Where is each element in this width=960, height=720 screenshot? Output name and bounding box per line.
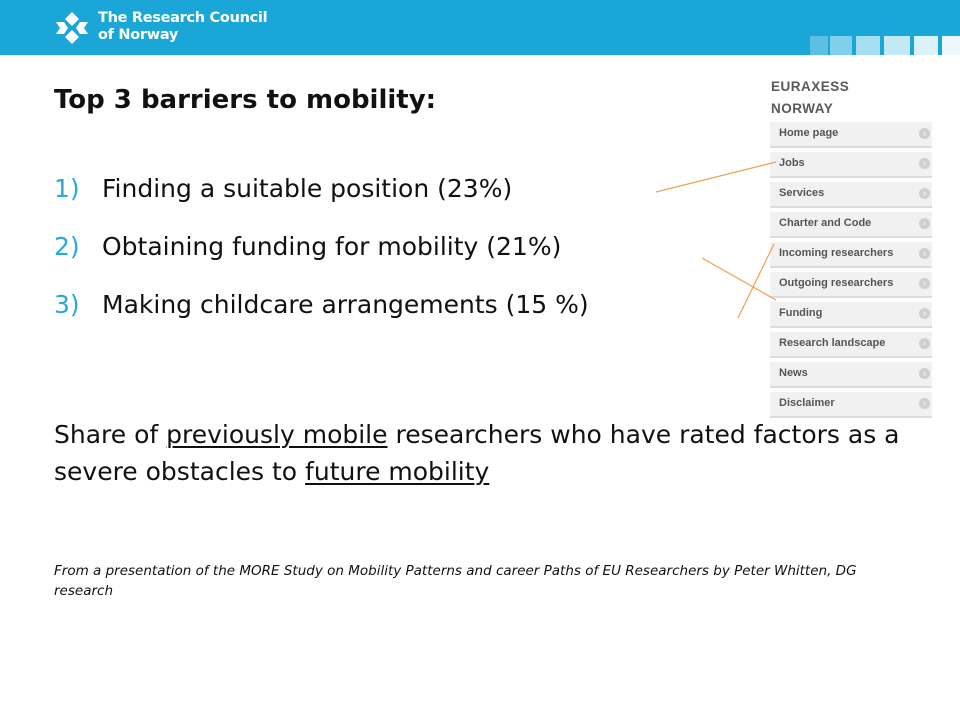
menu-item-funding[interactable] xyxy=(770,302,932,328)
share-underline-2: future mobility xyxy=(305,457,490,486)
header-bar xyxy=(0,0,960,55)
menu-item-services[interactable] xyxy=(770,182,932,208)
chevron-right-icon: › xyxy=(919,398,930,409)
menu-item-label: Charter and Code xyxy=(779,217,872,229)
menu-item-disclaimer[interactable] xyxy=(770,392,932,418)
chevron-right-icon: › xyxy=(919,338,930,349)
research-council-logo-icon xyxy=(52,10,92,46)
euraxess-title xyxy=(771,76,932,120)
barrier-text: Finding a suitable position (23%) xyxy=(102,174,513,203)
source-citation: From a presentation of the MORE Study on Mobility Patterns and career Paths of EU Researchers by Peter Whitten, DG research xyxy=(54,563,857,599)
barrier-number: 3) xyxy=(54,290,80,319)
share-text-2: researchers who have rated factors as a severe obstacles to xyxy=(54,420,900,486)
barrier-text: Making childcare arrangements (15 %) xyxy=(102,290,589,319)
logo-text xyxy=(98,10,267,44)
euraxess-menu xyxy=(770,122,932,418)
menu-item-label: Services xyxy=(779,187,825,199)
menu-item-outgoing-researchers[interactable] xyxy=(770,272,932,298)
chevron-right-icon: › xyxy=(919,188,930,199)
euraxess-title-line-2: NORWAY xyxy=(771,101,834,116)
barrier-text: Obtaining funding for mobility (21%) xyxy=(102,232,562,261)
menu-item-label: Disclaimer xyxy=(779,397,835,409)
chevron-right-icon: › xyxy=(919,278,930,289)
chevron-right-icon: › xyxy=(919,218,930,229)
logo-line-1: The Research Council xyxy=(98,10,268,26)
menu-item-incoming-researchers[interactable] xyxy=(770,242,932,268)
chevron-right-icon: › xyxy=(919,128,930,139)
menu-item-charter-and-code[interactable] xyxy=(770,212,932,238)
chevron-right-icon: › xyxy=(919,158,930,169)
chevron-right-icon: › xyxy=(919,368,930,379)
connector-childcare-line xyxy=(738,244,774,318)
connector-jobs-line xyxy=(656,162,776,192)
menu-item-home-page[interactable] xyxy=(770,122,932,148)
menu-item-research-landscape[interactable] xyxy=(770,332,932,358)
page-title: Top 3 barriers to mobility: xyxy=(54,85,437,115)
menu-item-label: Research landscape xyxy=(779,337,886,349)
menu-item-label: Incoming researchers xyxy=(779,247,894,259)
menu-item-label: Jobs xyxy=(779,157,805,169)
menu-item-news[interactable] xyxy=(770,362,932,388)
barrier-item-1 xyxy=(54,174,512,203)
share-underline-1: previously mobile xyxy=(166,420,388,449)
menu-item-label: Outgoing researchers xyxy=(779,277,894,289)
barrier-number: 1) xyxy=(54,174,80,203)
barrier-item-2 xyxy=(54,232,561,261)
menu-item-jobs[interactable] xyxy=(770,152,932,178)
menu-item-label: Funding xyxy=(779,307,823,319)
chevron-right-icon: › xyxy=(919,248,930,259)
logo-line-2: of Norway xyxy=(98,27,179,43)
menu-item-label: Home page xyxy=(779,127,839,139)
decorative-stripes xyxy=(810,36,960,55)
share-text-1: Share of xyxy=(54,420,167,449)
barrier-number: 2) xyxy=(54,232,80,261)
menu-item-label: News xyxy=(779,367,808,379)
euraxess-title-line-1: EURAXESS xyxy=(771,79,850,94)
share-statement xyxy=(54,416,934,490)
chevron-right-icon: › xyxy=(919,308,930,319)
connector-funding-line xyxy=(702,258,776,300)
barrier-item-3 xyxy=(54,290,589,319)
euraxess-panel xyxy=(770,76,932,422)
